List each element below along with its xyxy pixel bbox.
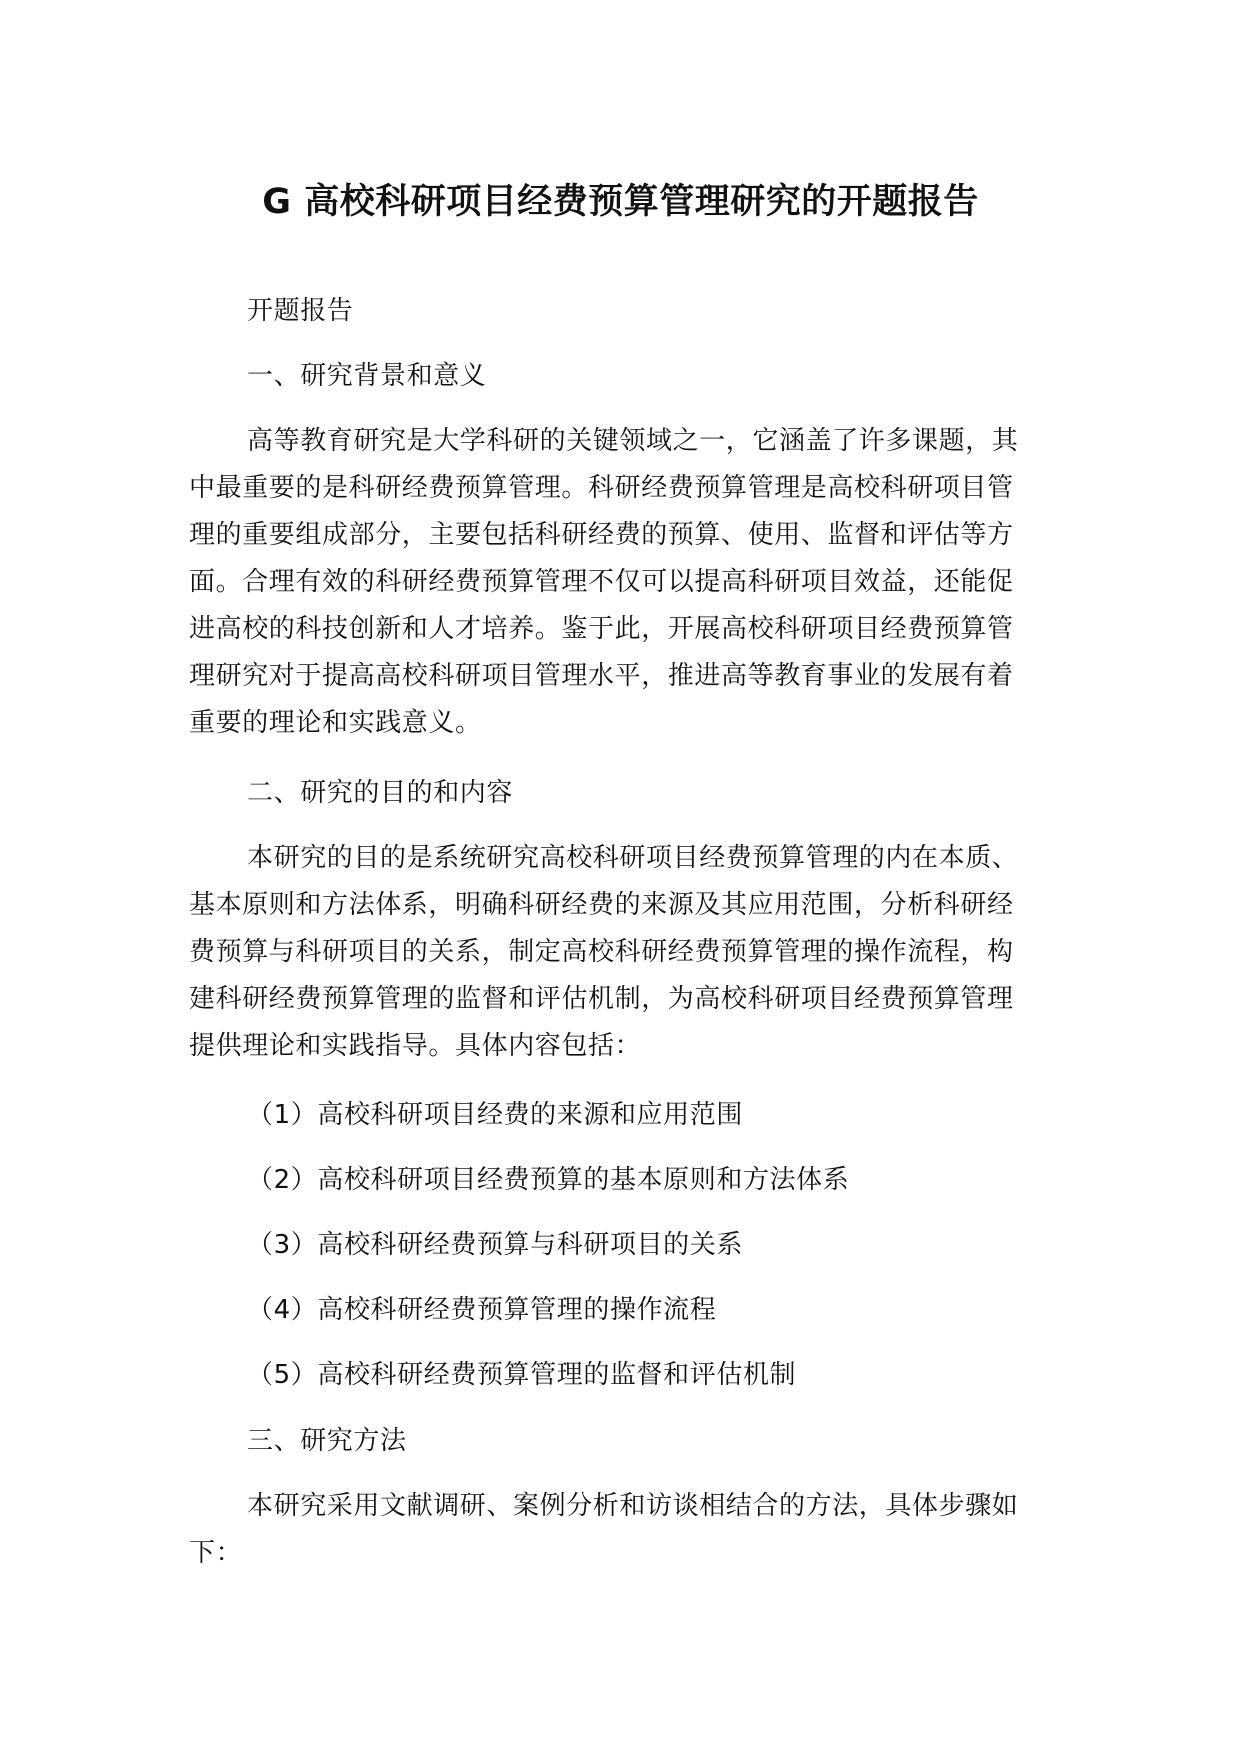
paragraph-line: 基本原则和方法体系，明确科研经费的来源及其应用范围，分析科研经 <box>189 890 1014 920</box>
section-1-paragraph <box>189 418 1041 747</box>
paragraph-line: 下： <box>189 1538 243 1568</box>
list-item: （2）高校科研项目经费预算的基本原则和方法体系 <box>247 1165 850 1195</box>
section-heading: 二、研究的目的和内容 <box>247 778 514 808</box>
paragraph-line: 重要的理论和实践意义。 <box>189 708 482 738</box>
paragraph-line: 中最重要的是科研经费预算管理。科研经费预算管理是高校科研项目管 <box>189 473 1014 503</box>
section-3 <box>189 1418 1041 1465</box>
paragraph-line: 建科研经费预算管理的监督和评估机制，为高校科研项目经费预算管理 <box>189 984 1014 1014</box>
section-2-paragraph <box>189 835 1041 1070</box>
document-title: G 高校科研项目经费预算管理研究的开题报告 <box>262 182 979 222</box>
section-heading: 一、研究背景和意义 <box>247 361 487 391</box>
paragraph-line: 面。合理有效的科研经费预算管理不仅可以提高科研项目效益，还能促 <box>189 567 1014 597</box>
section-2 <box>189 770 1041 817</box>
paragraph-line: 费预算与科研项目的关系，制定高校科研经费预算管理的操作流程，构 <box>189 937 1014 967</box>
paragraph-line: 理研究对于提高高校科研项目管理水平，推进高等教育事业的发展有着 <box>189 661 1014 691</box>
section-3-paragraph <box>189 1483 1041 1577</box>
paragraph-line: 进高校的科技创新和人才培养。鉴于此，开展高校科研项目经费预算管 <box>189 614 1014 644</box>
report-label: 开题报告 <box>247 296 354 326</box>
list-item: （3）高校科研经费预算与科研项目的关系 <box>247 1230 743 1260</box>
section-1 <box>189 353 1041 400</box>
paragraph-line: 提供理论和实践指导。具体内容包括： <box>189 1031 642 1061</box>
paragraph-line: 理的重要组成部分，主要包括科研经费的预算、使用、监督和评估等方 <box>189 520 1014 550</box>
list-item: （4）高校科研经费预算管理的操作流程 <box>247 1295 717 1325</box>
report-label-block <box>189 288 1041 335</box>
paragraph-line: 本研究的目的是系统研究高校科研项目经费预算管理的内在本质、 <box>247 843 1019 873</box>
list-item: （5）高校科研经费预算管理的监督和评估机制 <box>247 1360 797 1390</box>
paragraph-line: 本研究采用文献调研、案例分析和访谈相结合的方法，具体步骤如 <box>247 1491 1019 1521</box>
section-heading: 三、研究方法 <box>247 1426 407 1456</box>
paragraph-line: 高等教育研究是大学科研的关键领域之一，它涵盖了许多课题，其 <box>247 426 1019 456</box>
list-item: （1）高校科研项目经费的来源和应用范围 <box>247 1100 743 1130</box>
